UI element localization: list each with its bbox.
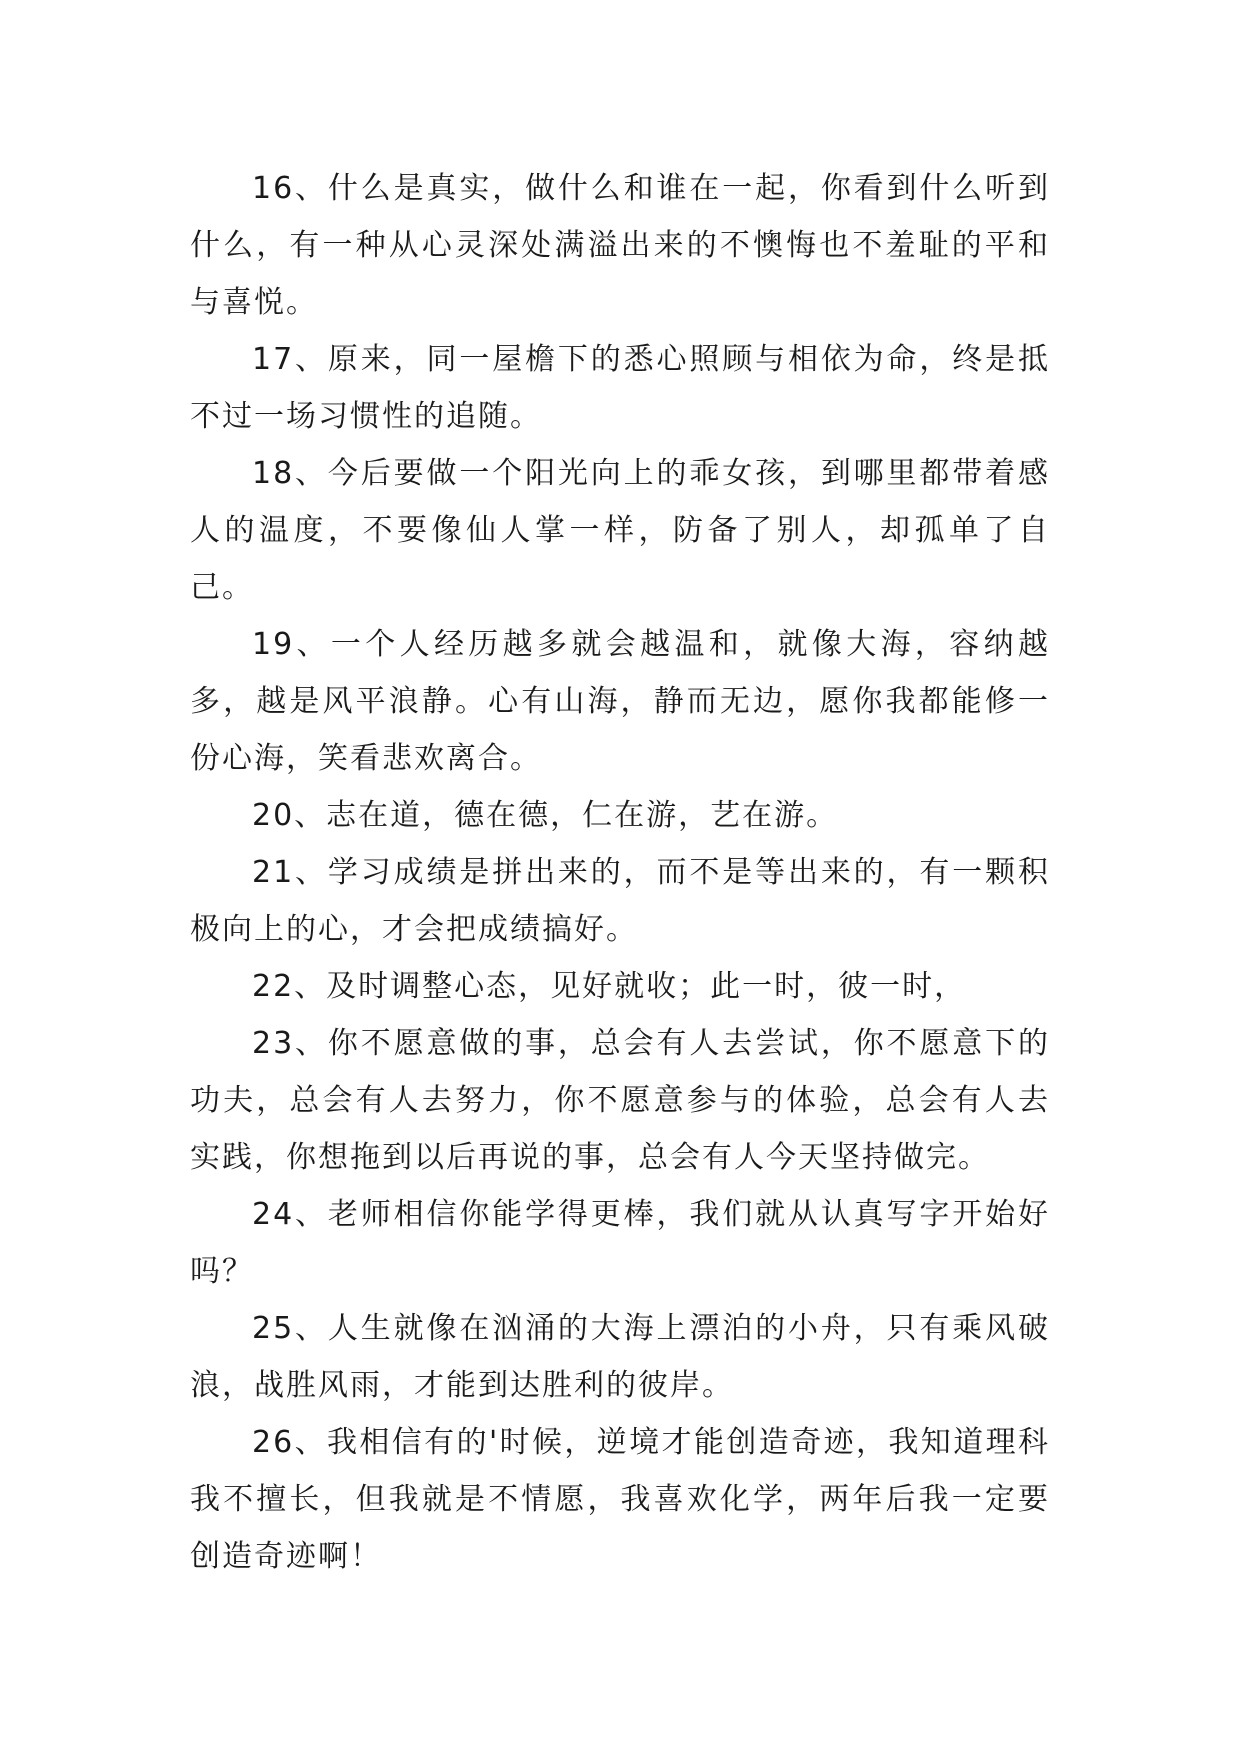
paragraph-20: 20、志在道，德在德，仁在游，艺在游。 bbox=[252, 798, 839, 833]
paragraph-25: 25、人生就像在汹涌的大海上漂泊的小舟，只有乘风破浪，战胜风雨，才能到达胜利的彼岸。 bbox=[190, 1311, 1050, 1403]
document-body bbox=[190, 160, 1050, 1585]
paragraph-21: 21、学习成绩是拼出来的，而不是等出来的，有一颗积极向上的心，才会把成绩搞好。 bbox=[190, 855, 1050, 947]
paragraph-26: 26、我相信有的'时候，逆境才能创造奇迹，我知道理科我不擅长，但我就是不情愿，我喜欢化学，两年后我一定要创造奇迹啊！ bbox=[190, 1425, 1050, 1574]
paragraph-17: 17、原来，同一屋檐下的悉心照顾与相依为命，终是抵不过一场习惯性的追随。 bbox=[190, 342, 1050, 434]
paragraph-16: 16、什么是真实，做什么和谁在一起，你看到什么听到什么，有一种从心灵深处满溢出来的不懊悔也不羞耻的平和与喜悦。 bbox=[190, 171, 1050, 320]
paragraph-24: 24、老师相信你能学得更棒，我们就从认真写字开始好吗？ bbox=[190, 1197, 1050, 1289]
paragraph-23: 23、你不愿意做的事，总会有人去尝试，你不愿意下的功夫，总会有人去努力，你不愿意参与的体验，总会有人去实践，你想拖到以后再说的事，总会有人今天坚持做完。 bbox=[190, 1026, 1050, 1175]
paragraph-22: 22、及时调整心态，见好就收；此一时，彼一时， bbox=[252, 969, 967, 1004]
paragraph-18: 18、今后要做一个阳光向上的乖女孩，到哪里都带着感人的温度，不要像仙人掌一样，防备了别人，却孤单了自己。 bbox=[190, 456, 1050, 605]
paragraph-19: 19、一个人经历越多就会越温和，就像大海，容纳越多，越是风平浪静。心有山海，静而无边，愿你我都能修一份心海，笑看悲欢离合。 bbox=[190, 627, 1050, 776]
